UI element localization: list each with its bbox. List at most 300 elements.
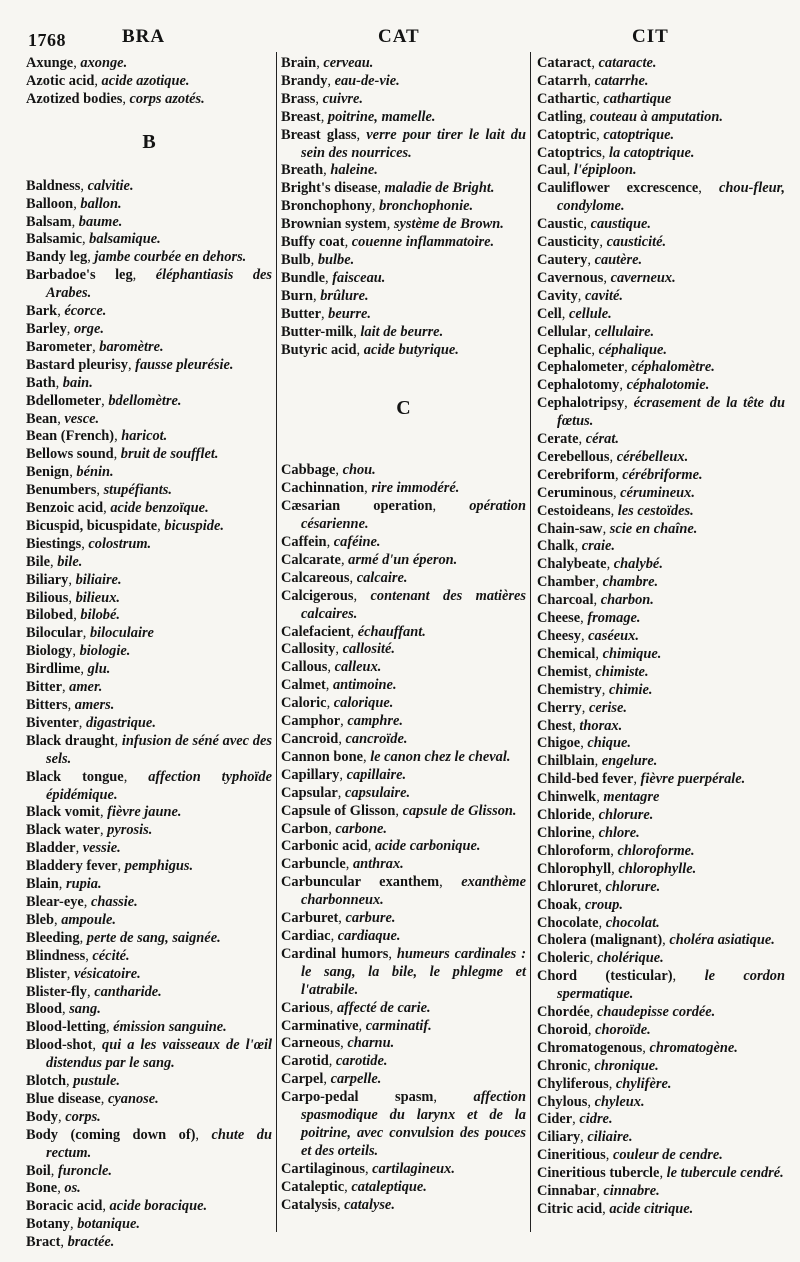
dictionary-entry: Bastard pleurisy, fausse pleurésie. <box>26 356 234 373</box>
entry-headword: Bone <box>26 1180 58 1197</box>
dictionary-entry: Chemical, chimique. <box>537 645 662 662</box>
entry-headword: Calcarate <box>281 551 341 568</box>
entry-headword: Bilocular <box>26 625 83 642</box>
entry-headword: Biology <box>26 643 73 660</box>
entry-headword: Chemistry <box>537 681 602 698</box>
entry-translation: thorax. <box>579 717 623 734</box>
entry-headword: Blood-letting <box>26 1019 106 1036</box>
entry-translation: la catoptrique. <box>608 144 695 161</box>
entry-translation: chimiste. <box>595 663 649 680</box>
dictionary-entry: Carneous, charnu. <box>281 1035 395 1052</box>
dictionary-entry: Chigoe, chique. <box>537 735 631 752</box>
entry-headword: Cherry <box>537 699 582 716</box>
entry-translation: calvitie. <box>87 177 134 194</box>
dictionary-entry: Chain-saw, scie en chaîne. <box>537 520 698 537</box>
entry-headword: Baldness <box>26 177 81 194</box>
entry-headword: Cerebriform <box>537 466 616 483</box>
entry-headword: Carotid <box>281 1053 329 1070</box>
dictionary-entry: Breast, poitrine, mamelle. <box>281 108 436 125</box>
entry-translation: amers. <box>74 697 115 713</box>
entry-headword: Child-bed fever <box>537 771 634 788</box>
entry-translation: calorique. <box>333 695 394 712</box>
entry-headword: Cardinal humors <box>281 945 389 962</box>
entry-translation: cardiaque. <box>337 927 401 944</box>
entry-translation: cavité. <box>584 287 623 304</box>
column-rule <box>530 52 531 1232</box>
entry-translation: caustique. <box>590 216 651 233</box>
dictionary-entry: Boracic acid, acide boracique. <box>26 1198 208 1215</box>
dictionary-entry: Boil, furoncle. <box>26 1162 112 1179</box>
dictionary-entry: Blister, vésicatoire. <box>26 965 141 982</box>
dictionary-entry: Capsule of Glisson, capsule de Glisson. <box>281 802 517 819</box>
entry-translation: amer. <box>69 679 103 696</box>
entry-headword: Ciliary <box>537 1129 581 1146</box>
entry-translation: système de Brown. <box>393 216 504 233</box>
entry-headword: Body (coming down of) <box>26 1126 196 1143</box>
entry-headword: Caffein <box>281 534 327 551</box>
entry-headword: Butter <box>281 305 321 322</box>
entry-headword: Catarrh <box>537 72 588 89</box>
entry-translation: antimoine. <box>332 677 397 694</box>
entry-translation: maladie de Bright. <box>384 180 495 197</box>
entry-translation: chyleux. <box>594 1093 645 1110</box>
entry-translation: bénin. <box>76 464 114 481</box>
dictionary-entry: Bicuspid, bicuspidate, bicuspide. <box>26 517 224 534</box>
dictionary-entry: Carbuncular exanthem, exanthème charbonneux. <box>281 874 526 909</box>
entry-headword: Catling <box>537 108 583 125</box>
dictionary-entry: Charcoal, charbon. <box>537 592 654 609</box>
entry-translation: acide benzoïque. <box>110 500 209 517</box>
entry-translation: rire immodéré. <box>371 480 460 497</box>
entry-headword: Chloruret <box>537 878 599 895</box>
dictionary-entry: Black water, pyrosis. <box>26 822 153 839</box>
entry-headword: Caul <box>537 162 567 179</box>
dictionary-column <box>26 55 272 1252</box>
entry-headword: Cathartic <box>537 90 597 107</box>
entry-headword: Chloride <box>537 807 592 824</box>
entry-headword: Capsule of Glisson <box>281 802 396 819</box>
dictionary-entry: Chilblain, engelure. <box>537 753 658 770</box>
entry-translation: lait de beurre. <box>360 323 444 340</box>
dictionary-entry: Chylous, chyleux. <box>537 1093 645 1110</box>
entry-translation: bile. <box>57 553 83 570</box>
dictionary-entry: Birdlime, glu. <box>26 661 111 678</box>
entry-translation: cérumineux. <box>620 484 695 501</box>
entry-headword: Axunge <box>26 55 74 71</box>
entry-translation: chlorophylle. <box>618 860 697 877</box>
entry-translation: cinnabre. <box>603 1183 660 1200</box>
entry-headword: Bath <box>26 374 56 391</box>
entry-translation: les cestoïdes. <box>617 502 694 519</box>
dictionary-entry: Cinnabar, cinnabre. <box>537 1183 660 1200</box>
dictionary-entry: Chlorine, chlore. <box>537 824 640 841</box>
entry-translation: pustule. <box>73 1073 120 1090</box>
entry-headword: Choak <box>537 896 578 913</box>
entry-translation: camphre. <box>347 713 403 730</box>
dictionary-entry: Bright's disease, maladie de Bright. <box>281 180 495 197</box>
entry-translation: jambe courbée en dehors. <box>94 249 247 266</box>
dictionary-entry: Cannon bone, le canon chez le cheval. <box>281 748 511 765</box>
entry-headword: Barometer <box>26 338 93 355</box>
dictionary-entry: Chloroform, chloroforme. <box>537 842 695 859</box>
entry-translation: calleux. <box>334 659 382 676</box>
entry-translation: céphalotomie. <box>626 377 710 394</box>
dictionary-entry: Cell, cellule. <box>537 305 612 322</box>
entry-translation: callosité. <box>342 641 395 658</box>
dictionary-entry: Barometer, baromètre. <box>26 338 164 355</box>
entry-headword: Citric acid <box>537 1201 603 1217</box>
dictionary-entry: Caul, l'épiploon. <box>537 162 637 179</box>
entry-translation: bilieux. <box>75 589 120 606</box>
dictionary-entry: Cerebriform, cérébriforme. <box>537 466 703 483</box>
entry-headword: Cell <box>537 305 562 322</box>
entry-headword: Carneous <box>281 1035 341 1052</box>
entry-headword: Blister-fly <box>26 983 88 1000</box>
dictionary-entry: Chinwelk, mentagre <box>537 789 660 806</box>
entry-headword: Bundle <box>281 269 325 286</box>
entry-translation: vésicatoire. <box>73 965 141 982</box>
entry-translation: charbon. <box>600 592 654 609</box>
entry-headword: Azotized bodies <box>26 90 123 107</box>
entry-headword: Calmet <box>281 677 326 694</box>
entry-translation: faisceau. <box>332 269 386 286</box>
dictionary-entry: Bitters, amers. <box>26 697 115 713</box>
entry-translation: chassie. <box>91 893 138 910</box>
dictionary-entry: Chemist, chimiste. <box>537 663 649 680</box>
entry-headword: Chalk <box>537 538 575 555</box>
entry-translation: caséeux. <box>588 628 639 644</box>
entry-headword: Chigoe <box>537 735 581 752</box>
entry-translation: cartilagineux. <box>372 1160 455 1177</box>
entry-translation: sang. <box>69 1001 101 1018</box>
entry-headword: Cardiac <box>281 927 331 944</box>
entry-headword: Cephalic <box>537 341 592 358</box>
dictionary-entry: Balsam, baume. <box>26 213 123 230</box>
dictionary-entry: Botany, botanique. <box>26 1216 140 1233</box>
entry-headword: Caustic <box>537 216 584 233</box>
section-letter: C <box>396 397 411 420</box>
dictionary-entry: Brandy, eau-de-vie. <box>281 72 400 89</box>
entry-headword: Bitters <box>26 697 68 713</box>
dictionary-entry: Chalk, craie. <box>537 538 615 555</box>
entry-translation: couleur de cendre. <box>612 1147 723 1164</box>
dictionary-entry: Cheese, fromage. <box>537 610 641 627</box>
entry-translation: carminatif. <box>365 1017 432 1034</box>
dictionary-entry: Carminative, carminatif. <box>281 1017 432 1034</box>
dictionary-entry: Caffein, caféine. <box>281 534 381 551</box>
dictionary-entry: Bleeding, perte de sang, saignée. <box>26 929 221 946</box>
entry-translation: cuivre. <box>322 90 363 107</box>
entry-translation: choroïde. <box>595 1021 651 1038</box>
entry-translation: cerveau. <box>323 55 374 71</box>
dictionary-entry: Carbuncle, anthrax. <box>281 856 404 873</box>
dictionary-entry: Cartilaginous, cartilagineux. <box>281 1160 455 1177</box>
entry-headword: Bilobed <box>26 607 74 624</box>
dictionary-entry: Cherry, cerise. <box>537 699 627 716</box>
entry-headword: Bleeding <box>26 929 80 946</box>
entry-headword: Butyric acid <box>281 341 357 358</box>
entry-headword: Catoptrics <box>537 144 602 161</box>
entry-translation: échauffant. <box>357 623 426 640</box>
dictionary-entry: Bladder, vessie. <box>26 840 121 857</box>
dictionary-entry: Barley, orge. <box>26 320 104 337</box>
entry-translation: chalybé. <box>613 556 663 573</box>
entry-translation: chloroforme. <box>617 842 695 859</box>
entry-headword: Bean <box>26 410 58 427</box>
dictionary-entry: Biestings, colostrum. <box>26 535 152 552</box>
entry-translation: acide butyrique. <box>363 341 459 358</box>
entry-headword: Chilblain <box>537 753 595 770</box>
dictionary-entry: Callous, calleux. <box>281 659 382 676</box>
dictionary-entry: Blue disease, cyanose. <box>26 1090 159 1107</box>
entry-headword: Capsular <box>281 784 338 801</box>
dictionary-entry: Azotized bodies, corps azotés. <box>26 90 205 107</box>
entry-translation: carbone. <box>335 820 387 837</box>
entry-headword: Biventer <box>26 714 79 731</box>
entry-headword: Botany <box>26 1216 70 1233</box>
entry-headword: Cerate <box>537 431 579 448</box>
dictionary-entry: Calcarate, armé d'un éperon. <box>281 551 458 568</box>
entry-translation: pemphigus. <box>124 858 194 875</box>
dictionary-entry: Axunge, axonge. <box>26 55 128 71</box>
entry-translation: orge. <box>73 320 104 337</box>
entry-translation: affecté de carie. <box>336 999 431 1016</box>
entry-headword: Barley <box>26 320 67 337</box>
dictionary-entry: Carburet, carbure. <box>281 910 396 927</box>
dictionary-entry: Carotid, carotide. <box>281 1053 388 1070</box>
running-head-right: CIT <box>632 26 669 47</box>
dictionary-entry: Breath, haleine. <box>281 162 378 179</box>
entry-headword: Black water <box>26 822 100 839</box>
dictionary-entry: Callosity, callosité. <box>281 641 395 658</box>
dictionary-entry: Chest, thorax. <box>537 717 623 734</box>
entry-translation: acide carbonique. <box>374 838 481 855</box>
dictionary-entry: Cardinal humors, humeurs cardinales : le sang, la bile, le phlegme et l'atrabile. <box>281 945 526 998</box>
dictionary-entry: Bulb, bulbe. <box>281 251 355 268</box>
entry-headword: Chylous <box>537 1093 588 1110</box>
entry-headword: Bract <box>26 1234 61 1251</box>
dictionary-entry: Ceruminous, cérumineux. <box>537 484 695 501</box>
dictionary-entry: Cabbage, chou. <box>281 462 376 479</box>
entry-headword: Carious <box>281 999 330 1016</box>
entry-translation: stupéfiants. <box>103 482 172 499</box>
entry-headword: Brain <box>281 55 317 71</box>
entry-headword: Chromatogenous <box>537 1039 643 1056</box>
entry-headword: Causticity <box>537 234 600 251</box>
dictionary-entry: Blister-fly, cantharide. <box>26 983 162 1000</box>
entry-translation: cholérique. <box>596 950 664 967</box>
entry-translation: cataracte. <box>598 55 657 71</box>
entry-translation: affection spasmodique du larynx et de la poitrine, avec convulsion des pouces et des orteils. <box>301 1089 526 1159</box>
entry-headword: Chamber <box>537 574 596 591</box>
entry-headword: Capillary <box>281 766 340 783</box>
entry-headword: Chinwelk <box>537 789 597 806</box>
entry-headword: Chyliferous <box>537 1075 609 1092</box>
entry-headword: Carminative <box>281 1017 359 1034</box>
entry-translation: choléra asiatique. <box>669 932 775 949</box>
entry-translation: chique. <box>587 735 631 752</box>
entry-translation: os. <box>64 1180 81 1197</box>
entry-translation: haricot. <box>121 428 168 445</box>
entry-translation: rupia. <box>66 876 102 893</box>
entry-translation: chlore. <box>598 824 640 841</box>
entry-translation: vesce. <box>64 410 100 427</box>
dictionary-entry: Calmet, antimoine. <box>281 677 397 694</box>
column-rule <box>276 52 277 1232</box>
dictionary-entry: Carbonic acid, acide carbonique. <box>281 838 481 855</box>
entry-headword: Cinnabar <box>537 1183 597 1200</box>
dictionary-entry: Cauliflower excrescence, chou-fleur, condylome. <box>537 180 785 215</box>
entry-translation: baromètre. <box>99 338 164 355</box>
entry-translation: acide boracique. <box>109 1198 208 1215</box>
entry-headword: Charcoal <box>537 592 594 609</box>
entry-translation: corps. <box>65 1108 101 1125</box>
entry-translation: bronchophonie. <box>379 198 474 215</box>
dictionary-entry: Blotch, pustule. <box>26 1073 120 1090</box>
entry-headword: Breath <box>281 162 324 179</box>
dictionary-entry: Brownian system, système de Brown. <box>281 216 504 233</box>
entry-headword: Black tongue <box>26 768 124 785</box>
entry-headword: Balsamic <box>26 231 82 248</box>
entry-translation: le cordon spermatique. <box>557 968 785 1003</box>
entry-translation: fièvre jaune. <box>107 804 182 821</box>
dictionary-entry: Breast glass, verre pour tirer le lait du sein des nourrices. <box>281 126 527 161</box>
entry-translation: cathartique <box>603 90 672 107</box>
entry-headword: Carbuncular exanthem <box>281 874 440 891</box>
dictionary-entry: Cheesy, caséeux. <box>537 628 639 644</box>
entry-headword: Carbon <box>281 820 329 837</box>
entry-translation: chou-fleur, condylome. <box>557 180 785 215</box>
entry-headword: Blear-eye <box>26 893 84 910</box>
dictionary-entry: Biology, biologie. <box>26 643 131 660</box>
entry-translation: engelure. <box>601 753 658 770</box>
dictionary-entry: Blood, sang. <box>26 1001 101 1018</box>
entry-translation: capillaire. <box>346 766 407 783</box>
entry-translation: cellule. <box>568 305 612 322</box>
entry-translation: perte de sang, saignée. <box>86 929 221 946</box>
entry-headword: Benign <box>26 464 70 481</box>
entry-headword: Cautery <box>537 251 588 268</box>
dictionary-entry: Cestoideans, les cestoïdes. <box>537 502 694 519</box>
entry-translation: chronique. <box>594 1057 659 1074</box>
entry-translation: furoncle. <box>58 1162 112 1179</box>
dictionary-entry: Catoptric, catoptrique. <box>537 126 675 143</box>
entry-translation: cellulaire. <box>594 323 655 340</box>
entry-translation: infusion de séné avec des sels. <box>46 732 272 767</box>
entry-headword: Black draught <box>26 732 115 749</box>
dictionary-entry: Chlorophyll, chlorophylle. <box>537 860 697 877</box>
entry-translation: chimie. <box>608 681 653 698</box>
dictionary-entry: Biliary, biliaire. <box>26 571 122 588</box>
entry-translation: anthrax. <box>352 856 404 873</box>
dictionary-entry: Buffy coat, couenne inflammatoire. <box>281 234 495 251</box>
entry-headword: Carpel <box>281 1071 324 1088</box>
entry-translation: éléphantiasis des Arabes. <box>46 267 273 302</box>
entry-translation: catoptrique. <box>603 126 675 143</box>
entry-translation: poitrine, mamelle. <box>327 108 436 125</box>
entry-translation: vessie. <box>82 840 121 857</box>
entry-translation: charnu. <box>347 1035 395 1052</box>
entry-headword: Bellows sound <box>26 446 114 463</box>
entry-headword: Carburet <box>281 910 339 927</box>
entry-headword: Bandy leg <box>26 249 88 266</box>
dictionary-entry: Bitter, amer. <box>26 679 103 696</box>
entry-headword: Bastard pleurisy <box>26 356 128 373</box>
dictionary-entry: Brain, cerveau. <box>281 55 374 71</box>
entry-translation: opération césarienne. <box>301 498 526 533</box>
entry-headword: Butter-milk <box>281 323 354 340</box>
dictionary-entry: Camphor, camphre. <box>281 713 403 730</box>
dictionary-entry: Bladdery fever, pemphigus. <box>26 858 194 875</box>
entry-translation: beurre. <box>328 305 371 322</box>
entry-headword: Cataract <box>537 55 592 71</box>
entry-headword: Bronchophony <box>281 198 372 215</box>
entry-translation: chocolat. <box>605 914 660 931</box>
entry-headword: Balloon <box>26 195 74 212</box>
entry-translation: botanique. <box>77 1216 140 1233</box>
entry-translation: bain. <box>62 374 93 391</box>
dictionary-entry: Blood-letting, émission sanguine. <box>26 1019 227 1036</box>
dictionary-entry: Body, corps. <box>26 1108 101 1125</box>
dictionary-entry: Calcigerous, contenant des matières calcaires. <box>281 587 526 622</box>
dictionary-entry: Blindness, cécité. <box>26 947 130 964</box>
entry-headword: Brass <box>281 90 316 107</box>
dictionary-column <box>281 55 526 1214</box>
entry-headword: Cellular <box>537 323 588 340</box>
dictionary-entry: Cataleptic, cataleptique. <box>281 1178 427 1195</box>
dictionary-entry: Caustic, caustique. <box>537 216 651 233</box>
entry-translation: cyanose. <box>107 1090 159 1107</box>
dictionary-entry: Caloric, calorique. <box>281 695 394 712</box>
entry-headword: Bark <box>26 303 58 320</box>
entry-translation: pyrosis. <box>107 822 153 839</box>
dictionary-entry: Calcareous, calcaire. <box>281 569 408 586</box>
dictionary-entry: Body (coming down of), chute du rectum. <box>26 1126 272 1161</box>
entry-headword: Bladdery fever <box>26 858 118 875</box>
dictionary-entry: Bract, bractée. <box>26 1234 115 1251</box>
entry-headword: Carbonic acid <box>281 838 368 855</box>
running-head-left: BRA <box>122 26 166 47</box>
entry-headword: Benzoic acid <box>26 500 104 517</box>
entry-headword: Cholera (malignant) <box>537 932 663 949</box>
dictionary-entry: Burn, brûlure. <box>281 287 369 304</box>
entry-translation: fromage. <box>587 610 641 627</box>
dictionary-entry: Catling, couteau à amputation. <box>537 108 723 125</box>
entry-translation: émission sanguine. <box>113 1019 227 1036</box>
dictionary-entry: Barbadoe's leg, éléphantiasis des Arabes. <box>26 267 273 302</box>
dictionary-entry: Chalybeate, chalybé. <box>537 556 663 573</box>
dictionary-entry: Chromatogenous, chromatogène. <box>537 1039 738 1056</box>
dictionary-entry: Bile, bile. <box>26 553 83 570</box>
dictionary-entry: Benzoic acid, acide benzoïque. <box>26 500 209 517</box>
dictionary-entry: Brass, cuivre. <box>281 90 363 107</box>
entry-headword: Brandy <box>281 72 328 89</box>
entry-translation: calcaire. <box>356 569 408 586</box>
entry-headword: Bdellometer <box>26 392 102 409</box>
entry-headword: Chocolate <box>537 914 599 931</box>
entry-headword: Cavernous <box>537 269 604 286</box>
dictionary-entry: Bone, os. <box>26 1180 81 1197</box>
entry-translation: chute du rectum. <box>46 1126 272 1161</box>
entry-translation: corps azotés. <box>129 90 205 107</box>
entry-translation: chimique. <box>602 645 662 662</box>
entry-headword: Calefacient <box>281 623 351 640</box>
dictionary-entry: Chord (testicular), le cordon spermatique. <box>537 968 785 1003</box>
dictionary-entry: Bark, écorce. <box>26 303 107 320</box>
dictionary-entry: Cæsarian operation, opération césarienne. <box>281 498 526 533</box>
dictionary-entry: Chamber, chambre. <box>537 574 659 591</box>
dictionary-entry: Cephalotomy, céphalotomie. <box>537 377 710 394</box>
